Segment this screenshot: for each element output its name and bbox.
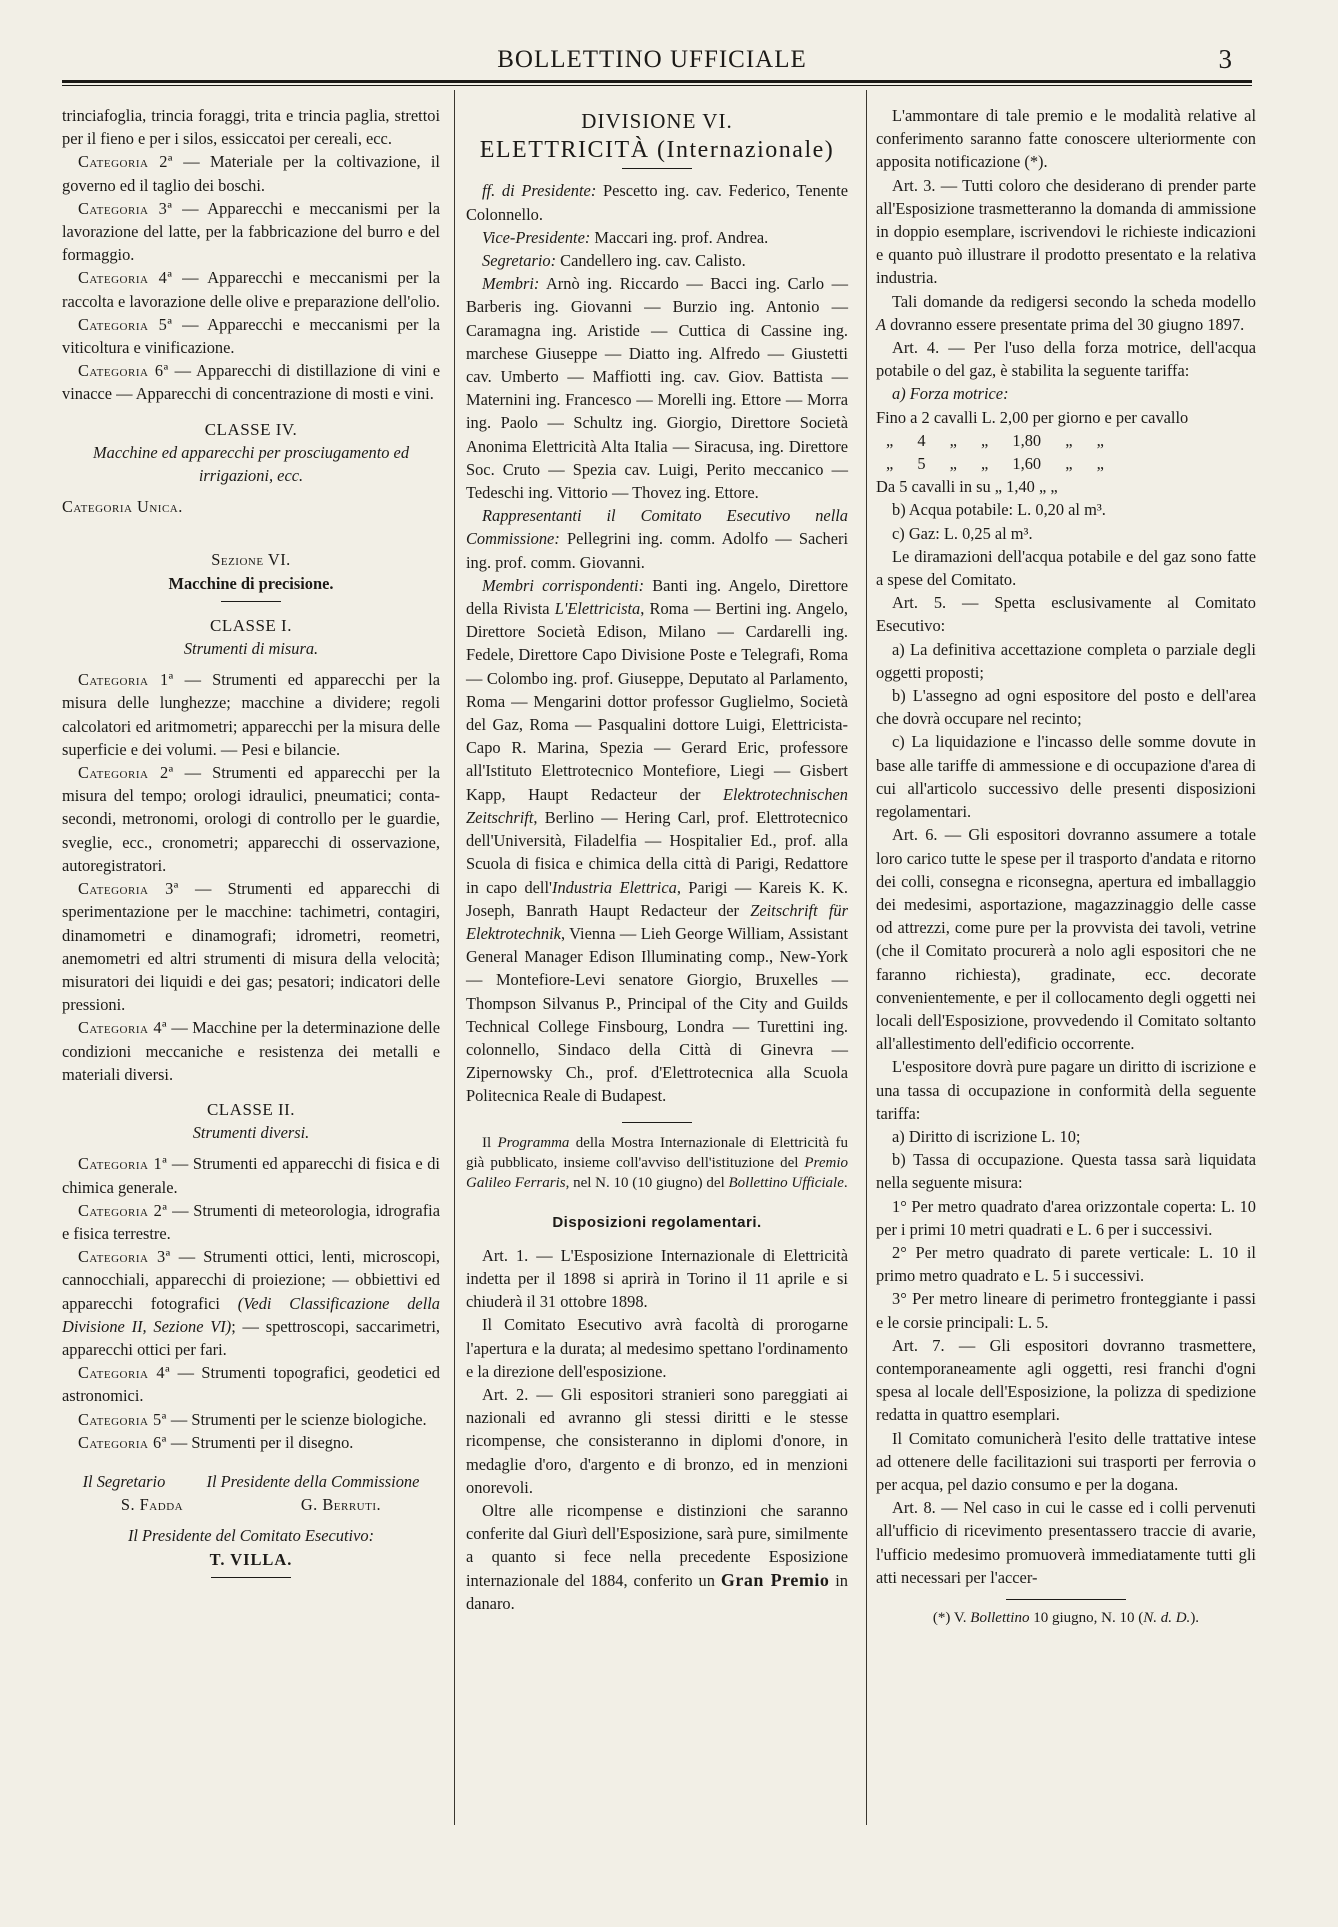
footnote: (*) V. Bollettino 10 giugno, N. 10 (N. d. D.). — [932, 1610, 1200, 1626]
category-label: Categoria 4ª — [78, 1363, 171, 1383]
article-paragraph: Art. 1. — L'Esposizione Internazionale di Elettricità indetta per il 1898 si aprirà in Torino il 11 aprile e si chiuderà il 31 ottobre 1898. — [466, 1245, 848, 1312]
category-text: — Strumenti topografici, geodetici ed astronomici. — [62, 1363, 440, 1406]
secretary-name: S. Fadda — [120, 1495, 184, 1515]
article-paragraph: L'ammontare di tale premio e le modalità relative al conferimento saranno fatte conoscere ulteriormente con apposita notificazione (*). — [876, 106, 1256, 172]
article-paragraph: Oltre alle ricompense e distinzioni che saranno conferite dal Giurì dell'Esposizione, sarà pure, similmente a quanto si fece nella precedente Esposizione internazionale del 1884, conferito un Gran Premio in danaro. — [466, 1500, 848, 1613]
article-paragraph: Art. 8. — Nel caso in cui le casse ed i colli pervenuti all'ufficio di ricevimento presentassero traccie di avarie, l'ufficio medesimo promuoverà immediatamente tutti gli atti necessari per l'accer- — [876, 1498, 1256, 1587]
category-label: Categoria 4ª — [78, 268, 173, 288]
president-committee-name: T. VILLA. — [209, 1549, 293, 1569]
president-committee-role: Il Presidente del Comitato Esecutivo: — [127, 1526, 375, 1546]
category-paragraph — [62, 668, 440, 761]
category-text: — Materiale per la coltivazione, il governo ed il taglio dei boschi. — [62, 152, 440, 195]
short-rule — [622, 1122, 692, 1123]
column-left — [62, 104, 440, 1588]
short-rule — [221, 601, 281, 602]
article-paragraph: Art. 6. — Gli espositori dovranno assumere a totale loro carico tutte le spese per il trasporto d'andata e ritorno dei colli, consegna e riconsegna, apertura ed imballaggio dei medesimi, asportazione, magazzinaggio delle casse od attrezzi, come pure per la provvista dei tavoli, vetrine (che il Comitato procurerà a nolo agli espositori che ne faranno richiesta), gradinate, ecc. decorate convenientemente, e per il collocamento degli oggetti nei locali dell'Esposizione, provvedendo il Comitato soltanto all'allestimento dell'edificio occorrente. — [876, 825, 1256, 1054]
category-label: Categoria 4ª — [78, 1018, 168, 1038]
tariff-row: „ 4 „ „ 1,80 „ „ — [886, 430, 1104, 450]
president-commission-role: Il Presidente della Commissione — [206, 1471, 420, 1491]
category-text: — Apparecchi e meccanismi per la lavorazione del latte, per la fabbricazione del burro e del formaggio. — [62, 198, 441, 265]
tariff-row: c) Gaz: L. 0,25 al m³. — [892, 523, 1033, 543]
president-commission-name: G. Berruti. — [300, 1495, 382, 1515]
division-title: ELETTRICITÀ (Internazionale) — [479, 137, 835, 164]
category-label: Categoria 2ª — [78, 1200, 168, 1220]
category-paragraph — [62, 1361, 440, 1407]
cross-reference: (Vedi Classificazione della Divisione II, Sezione VI) — [62, 1293, 440, 1336]
classe-heading: CLASSE IV. — [204, 419, 298, 439]
header-rule — [62, 80, 1252, 83]
category-text: — Strumenti per le scienze biologiche. — [166, 1409, 427, 1429]
page-header — [62, 40, 1242, 84]
category-paragraph — [62, 877, 440, 1016]
article-paragraph: Le diramazioni dell'acqua potabile e del gaz sono fatte a spese del Comitato. — [876, 546, 1256, 590]
article-paragraph: Art. 2. — Gli espositori stranieri sono pareggiati ai nazionali ed avranno gli stessi diritti e le stesse ricompense, che consisteranno in diplomi d'onore, in medaglie d'oro, d'argento e di bronzo, ed in menzioni onorevoli. — [466, 1384, 848, 1497]
category-text: — Strumenti ed apparecchi di sperimentazione per le macchine: tachimetri, contagiri, dinamometri e dinamografi; idrometri, reometri, anemometri ed altri strumenti di misura della velocità; misuratori dei liquidi e dei gas; pesatori; indicatori delle pressioni. — [62, 879, 440, 1015]
category-label: Categoria 2ª — [78, 152, 173, 172]
classe-subtitle: Strumenti di misura. — [183, 639, 319, 659]
article-paragraph: Art. 3. — Tutti coloro che desiderano di prender parte all'Esposizione trasmetteranno la domanda di ammissione in doppio esemplare, iscrivendovi le richieste indicazioni e quanto può illustrare il prodotto presentato e la relativa industria. — [876, 175, 1256, 288]
article-paragraph: 2° Per metro quadrato di parete verticale: L. 10 il primo metro quadrato e L. 5 i successivi. — [876, 1242, 1256, 1286]
officer-paragraph: Vice-Presidente: Maccari ing. prof. Andrea. — [482, 227, 769, 247]
category-label: Categoria Unica. — [62, 497, 183, 517]
members-paragraph: Membri: Arnò ing. Riccardo — Bacci ing. Carlo — Barberis ing. Giovanni — Burzio ing. Antonio — Caramagna ing. Aristide — Cuttica di Cassine ing. marchese Giuseppe — Diatto ing. Alfredo — Giustetti cav. Umberto — Maffiotti ing. cav. Giov. Battista — Maternini ing. Francesco — Morelli ing. Ettore — Morra ing. Paolo — Schultz ing. Giorgio, Direttore Società Anonima Elettricità Alta Italia — Siracusa, ing. Direttore Soc. Cruto — Spezia cav. Luigi, Perito meccanico — Tedeschi ing. Vittorio — Thovez ing. Ettore. — [466, 274, 848, 503]
officer-paragraph: Segretario: Candellero ing. cav. Calisto. — [482, 251, 746, 271]
article-paragraph: Il Comitato Esecutivo avrà facoltà di prorogarne l'apertura e la durata; al medesimo spettano l'ordinamento e la direzione dell'esposizione. — [466, 1315, 848, 1381]
secretary-role: Il Segretario — [82, 1471, 166, 1491]
role-label: Membri: — [482, 274, 540, 294]
footnote-rule — [1006, 1599, 1126, 1600]
category-paragraph — [62, 1199, 440, 1245]
correspondents-paragraph: Membri corrispondenti: Banti ing. Angelo, Direttore della Rivista L'Elettricista, Roma — Bertini ing. Angelo, Direttore Società Edison, Milano — Cardarelli ing. Fedele, Direttore Capo Divisione Poste e Telegrafi, Roma — Colombo ing. prof. Giuseppe, Deputato al Parlamento, Roma — Mengarini dottor professor Guglielmo, Società del Gaz, Roma — Pasqualini dottore Luigi, Elettricista-Capo R. Marina, Spezia — Gerard Eric, professore all'Istituto Elettrotecnico Montefiore, Liegi — Gisbert Kapp, Haupt Redacteur der Elektrotechnischen Zeitschrift, Berlino — Hering Carl, prof. Elettrotecnico dell'Università, Filadelfia — Hospitalier Ed., prof. alla Scuola di fisica e chimica della città di Parigi, Redattore in capo dell'Industria Elettrica, Parigi — Kareis K. K. Joseph, Banrath Haupt Redacteur der Zeitschrift für Elektrotechnik, Vienna — Lieh George William, Assistant General Manager Edison Illuminating comp., New-York — Montefiore-Levi senatore Giorgio, Bruxelles — Thompson Silvanus P., Principal of the City and Guilds Technical College Finsbourg, Londra — Turettini ing. colonnello, Sindaco della Città di Ginevra — Zipernowsky Ch., prof. d'Elettrotecnica alla Scuola Politecnica Reale di Budapest. — [466, 575, 848, 1106]
category-paragraph — [62, 1431, 440, 1454]
column-divider-2 — [866, 90, 867, 1825]
category-text: — Strumenti ed apparecchi per la misura delle lunghezze; macchine a dividere; regoli calcolatori ed aritmometri; apparecchi per la misura delle superficie e dei volumi. — Pesi e bilancie. — [62, 670, 441, 759]
short-rule — [211, 1577, 291, 1578]
column-right — [876, 104, 1256, 1628]
role-label: ff. di Presidente: — [482, 181, 597, 201]
category-text: — Macchine per la determinazione delle condizioni meccaniche e resistenza dei metalli e materiali diversi. — [62, 1018, 440, 1084]
signature-names — [62, 1493, 440, 1516]
programme-note: Il Programma della Mostra Internazionale di Elettricità fu già pubblicato, insieme coll'avviso dell'istituzione del Premio Galileo Ferraris, nel N. 10 (10 giugno) del Bollettino Ufficiale. — [466, 1134, 848, 1191]
paragraph: trinciafoglia, trincia foraggi, trita e trincia paglia, strettoi per il fieno e per i silos, essiccatoi per cereali, ecc. — [62, 106, 440, 149]
regulations-heading: Disposizioni regolamentari. — [552, 1213, 762, 1231]
classe-subtitle: Strumenti diversi. — [192, 1123, 310, 1143]
signature-roles — [62, 1470, 440, 1493]
category-label: Categoria 6ª — [78, 1432, 167, 1452]
column-divider-1 — [454, 90, 455, 1825]
role-label: Rappresentanti il Comitato Esecutivo nella Commissione: — [466, 506, 848, 549]
article-paragraph: Art. 5. — Spetta esclusivamente al Comitato Esecutivo: — [876, 593, 1256, 636]
category-text: — Apparecchi di distillazione di vini e vinacce — Apparecchi di concentrazione di mosti e vini. — [62, 361, 440, 404]
header-rule-thin — [62, 85, 1252, 86]
category-text: — Strumenti ed apparecchi di fisica e di chimica generale. — [62, 1154, 440, 1197]
article-paragraph: Art. 7. — Gli espositori dovranno trasmettere, contemporaneamente agli oggetti, resi franchi d'ogni spesa al locale dell'Esposizione, la polizza di spedizione redatta in quattro esemplari. — [876, 1335, 1256, 1425]
category-text: ; — spettroscopi, saccarimetri, apparecchi ottici per fari. — [62, 1316, 440, 1359]
article-paragraph: b) Tassa di occupazione. Questa tassa sarà liquidata nella seguente misura: — [876, 1150, 1256, 1193]
role-label: Segretario: — [482, 251, 557, 271]
classe-subtitle: Macchine ed apparecchi per prosciugamento ed irrigazioni, ecc. — [92, 442, 410, 486]
category-text: — Apparecchi e meccanismi per la raccolta e lavorazione delle olive e preparazione dell'olio. — [62, 268, 441, 311]
category-label: Categoria 2ª — [78, 763, 174, 783]
section-title: Macchine di precisione. — [168, 573, 334, 593]
classe-heading: CLASSE II. — [206, 1099, 296, 1119]
article-paragraph: c) La liquidazione e l'incasso delle somme dovute in base alle tariffe di ammessione e di occupazione d'area di cui all'articolo successivo delle presenti disposizioni regolamentari. — [876, 732, 1256, 822]
category-paragraph — [62, 359, 440, 405]
tariff-row: „ 5 „ „ 1,60 „ „ — [886, 454, 1104, 474]
representatives-paragraph: Rappresentanti il Comitato Esecutivo nella Commissione: Pellegrini ing. comm. Adolfo — Sacheri ing. prof. comm. Giovanni. — [466, 506, 848, 572]
category-text: — Strumenti ed apparecchi per la misura del tempo; orologi idraulici, pneumatici; conta-secondi, metronomi, orologi di controllo per le guardie, sveglie, ecc., cronometri; apparecchi di osservazione, autoregistratori. — [62, 763, 441, 875]
role-label: Membri corrispondenti: — [482, 575, 645, 595]
category-label: Categoria 5ª — [78, 314, 173, 334]
category-label: Categoria 3ª — [78, 879, 179, 899]
category-text: — Strumenti per il disegno. — [166, 1432, 354, 1452]
article-paragraph: a) Diritto di iscrizione L. 10; — [892, 1126, 1081, 1146]
section-heading: Sezione VI. — [211, 550, 291, 570]
category-paragraph — [62, 150, 440, 196]
article-paragraph: 3° Per metro lineare di perimetro fronteggiante i passi e le corsie principali: L. 5. — [876, 1289, 1256, 1332]
classe-heading: CLASSE I. — [210, 615, 292, 635]
category-paragraph — [62, 1408, 440, 1431]
article-paragraph: 1° Per metro quadrato d'area orizzontale coperta: L. 10 per i primi 10 metri quadrati e L. 6 per i successivi. — [876, 1196, 1256, 1239]
category-paragraph — [62, 761, 440, 877]
category-paragraph — [62, 266, 440, 312]
category-text: — Strumenti di meteorologia, idrografia e fisica terrestre. — [62, 1200, 440, 1243]
page-title: BOLLETTINO UFFICIALE — [497, 46, 807, 73]
category-paragraph — [62, 313, 440, 359]
article-paragraph: L'espositore dovrà pure pagare un diritto di iscrizione e una tassa di occupazione in conformità della seguente tariffa: — [876, 1057, 1256, 1123]
article-paragraph: b) L'assegno ad ogni espositore del posto e dell'area che dovrà occupare nel recinto; — [876, 686, 1256, 729]
role-label: Vice-Presidente: — [482, 227, 591, 247]
category-label: Categoria 6ª — [78, 361, 169, 381]
article-paragraph: a) La definitiva accettazione completa o parziale degli oggetti proposti; — [876, 639, 1256, 682]
short-rule — [622, 168, 692, 169]
category-label: Categoria 5ª — [78, 1409, 167, 1429]
tariff-heading: a) Forza motrice: — [892, 384, 1009, 404]
division-heading: DIVISIONE VI. — [581, 109, 733, 133]
category-label: Categoria 1ª — [78, 1154, 168, 1174]
category-label: Categoria 3ª — [78, 1247, 171, 1267]
column-middle — [466, 104, 848, 1615]
category-text: — Apparecchi e meccanismi per la viticoltura e vinificazione. — [62, 314, 441, 358]
article-paragraph: Il Comitato comunicherà l'esito delle trattative intese ad ottenere delle facilitazioni sui trasporti per ferrovia o per acqua, pel dazio consumo e per la dogana. — [876, 1428, 1256, 1494]
tariff-row: Fino a 2 cavalli L. 2,00 per giorno e per cavallo — [876, 407, 1189, 427]
category-paragraph — [62, 1016, 440, 1086]
page-number: 3 — [1218, 44, 1232, 74]
category-paragraph — [62, 1245, 440, 1361]
category-label: Categoria 1ª — [78, 670, 174, 690]
category-paragraph — [62, 197, 440, 267]
category-label: Categoria 3ª — [78, 198, 173, 218]
article-paragraph: Art. 4. — Per l'uso della forza motrice, dell'acqua potabile o del gaz, è stabilita la seguente tariffa: — [876, 338, 1256, 381]
tariff-row: Da 5 cavalli in su „ 1,40 „ „ — [876, 477, 1058, 497]
article-paragraph: Tali domande da redigersi secondo la scheda modello A dovranno essere presentate prima del 30 giugno 1897. — [876, 291, 1256, 334]
grand-prize: Gran Premio — [720, 1569, 830, 1590]
category-paragraph — [62, 1152, 440, 1198]
tariff-row: b) Acqua potabile: L. 0,20 al m³. — [892, 500, 1106, 520]
officer-paragraph: ff. di Presidente: Pescetto ing. cav. Federico, Tenente Colonnello. — [466, 181, 848, 224]
category-text: — Strumenti ottici, lenti, microscopi, cannocchiali, apparecchi di proiezione; — obbiettivi ed apparecchi fotografici — [62, 1247, 440, 1313]
